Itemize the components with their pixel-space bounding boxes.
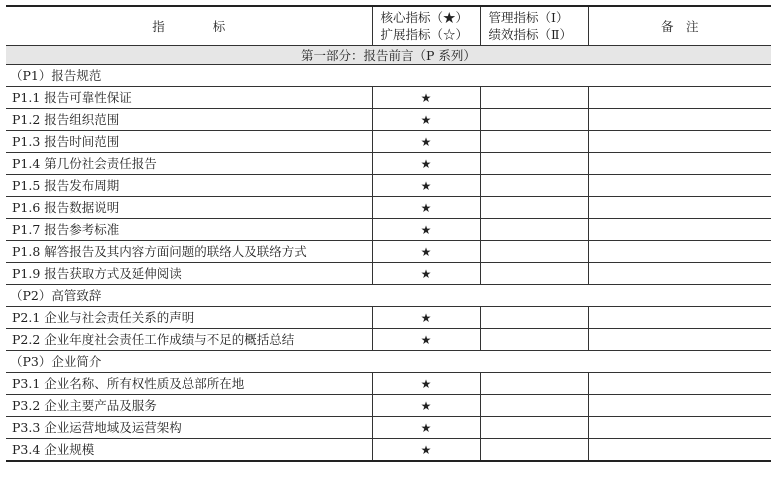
management-mark bbox=[480, 241, 588, 263]
indicator-label: P1.2 报告组织范围 bbox=[6, 109, 372, 131]
core-star: ★ bbox=[372, 87, 480, 109]
core-star: ★ bbox=[372, 395, 480, 417]
header-extended-line: 扩展指标（☆） bbox=[380, 27, 469, 42]
indicator-label: P2.2 企业年度社会责任工作成绩与不足的概括总结 bbox=[6, 329, 372, 351]
indicator-label: P1.8 解答报告及其内容方面问题的联络人及联络方式 bbox=[6, 241, 372, 263]
remark-cell bbox=[588, 439, 771, 462]
indicator-label: P3.4 企业规模 bbox=[6, 439, 372, 462]
core-star: ★ bbox=[372, 109, 480, 131]
table-row bbox=[6, 307, 771, 329]
table-row bbox=[6, 395, 771, 417]
indicator-label: P3.1 企业名称、所有权性质及总部所在地 bbox=[6, 373, 372, 395]
table-row bbox=[6, 417, 771, 439]
core-star: ★ bbox=[372, 373, 480, 395]
header-indicator-left: 指 bbox=[152, 18, 165, 34]
management-mark bbox=[480, 87, 588, 109]
management-mark bbox=[480, 263, 588, 285]
header-management-line: 管理指标（Ⅰ） bbox=[488, 10, 569, 25]
management-mark bbox=[480, 395, 588, 417]
header-performance-line: 绩效指标（Ⅱ） bbox=[488, 27, 572, 42]
header-remark: 备 注 bbox=[588, 6, 771, 46]
management-mark bbox=[480, 417, 588, 439]
remark-cell bbox=[588, 219, 771, 241]
management-mark bbox=[480, 131, 588, 153]
remark-cell bbox=[588, 263, 771, 285]
table-row bbox=[6, 109, 771, 131]
table-row bbox=[6, 219, 771, 241]
section-row bbox=[6, 351, 771, 373]
remark-cell bbox=[588, 373, 771, 395]
core-star: ★ bbox=[372, 439, 480, 462]
remark-cell bbox=[588, 417, 771, 439]
remark-cell bbox=[588, 87, 771, 109]
table-header-row bbox=[6, 6, 771, 46]
indicator-label: P2.1 企业与社会责任关系的声明 bbox=[6, 307, 372, 329]
core-star: ★ bbox=[372, 307, 480, 329]
core-star: ★ bbox=[372, 175, 480, 197]
part-title: 第一部分：报告前言（P 系列） bbox=[6, 46, 771, 65]
table-row bbox=[6, 241, 771, 263]
remark-cell bbox=[588, 131, 771, 153]
remark-cell bbox=[588, 197, 771, 219]
header-indicator bbox=[6, 6, 372, 46]
management-mark bbox=[480, 175, 588, 197]
table-row bbox=[6, 131, 771, 153]
indicator-label: P3.2 企业主要产品及服务 bbox=[6, 395, 372, 417]
indicator-label: P1.5 报告发布周期 bbox=[6, 175, 372, 197]
management-mark bbox=[480, 197, 588, 219]
remark-cell bbox=[588, 109, 771, 131]
indicator-label: P1.1 报告可靠性保证 bbox=[6, 87, 372, 109]
table-row bbox=[6, 329, 771, 351]
management-mark bbox=[480, 109, 588, 131]
management-mark bbox=[480, 307, 588, 329]
section-title: （P3）企业简介 bbox=[6, 351, 771, 373]
indicator-label: P1.4 第几份社会责任报告 bbox=[6, 153, 372, 175]
remark-cell bbox=[588, 153, 771, 175]
indicator-table bbox=[6, 5, 771, 462]
section-title: （P2）高管致辞 bbox=[6, 285, 771, 307]
core-star: ★ bbox=[372, 131, 480, 153]
management-mark bbox=[480, 329, 588, 351]
table-row bbox=[6, 175, 771, 197]
core-star: ★ bbox=[372, 241, 480, 263]
indicator-label: P1.9 报告获取方式及延伸阅读 bbox=[6, 263, 372, 285]
header-management-performance bbox=[480, 6, 588, 46]
table-body bbox=[6, 46, 771, 462]
core-star: ★ bbox=[372, 263, 480, 285]
remark-cell bbox=[588, 241, 771, 263]
indicator-label: P3.3 企业运营地域及运营架构 bbox=[6, 417, 372, 439]
management-mark bbox=[480, 439, 588, 462]
section-row bbox=[6, 285, 771, 307]
section-row bbox=[6, 65, 771, 87]
core-star: ★ bbox=[372, 417, 480, 439]
remark-cell bbox=[588, 175, 771, 197]
table-row bbox=[6, 439, 771, 462]
header-core-line: 核心指标（★） bbox=[380, 10, 469, 25]
management-mark bbox=[480, 373, 588, 395]
indicator-label: P1.7 报告参考标准 bbox=[6, 219, 372, 241]
table-row bbox=[6, 153, 771, 175]
section-title: （P1）报告规范 bbox=[6, 65, 771, 87]
core-star: ★ bbox=[372, 329, 480, 351]
remark-cell bbox=[588, 329, 771, 351]
core-star: ★ bbox=[372, 219, 480, 241]
table-row bbox=[6, 87, 771, 109]
header-core-extended bbox=[372, 6, 480, 46]
part-row bbox=[6, 46, 771, 65]
remark-cell bbox=[588, 395, 771, 417]
table-row bbox=[6, 263, 771, 285]
table-row bbox=[6, 373, 771, 395]
indicator-label: P1.3 报告时间范围 bbox=[6, 131, 372, 153]
core-star: ★ bbox=[372, 197, 480, 219]
remark-cell bbox=[588, 307, 771, 329]
indicator-table-wrapper bbox=[6, 5, 771, 462]
core-star: ★ bbox=[372, 153, 480, 175]
management-mark bbox=[480, 219, 588, 241]
table-row bbox=[6, 197, 771, 219]
indicator-label: P1.6 报告数据说明 bbox=[6, 197, 372, 219]
management-mark bbox=[480, 153, 588, 175]
header-indicator-right: 标 bbox=[212, 18, 226, 34]
